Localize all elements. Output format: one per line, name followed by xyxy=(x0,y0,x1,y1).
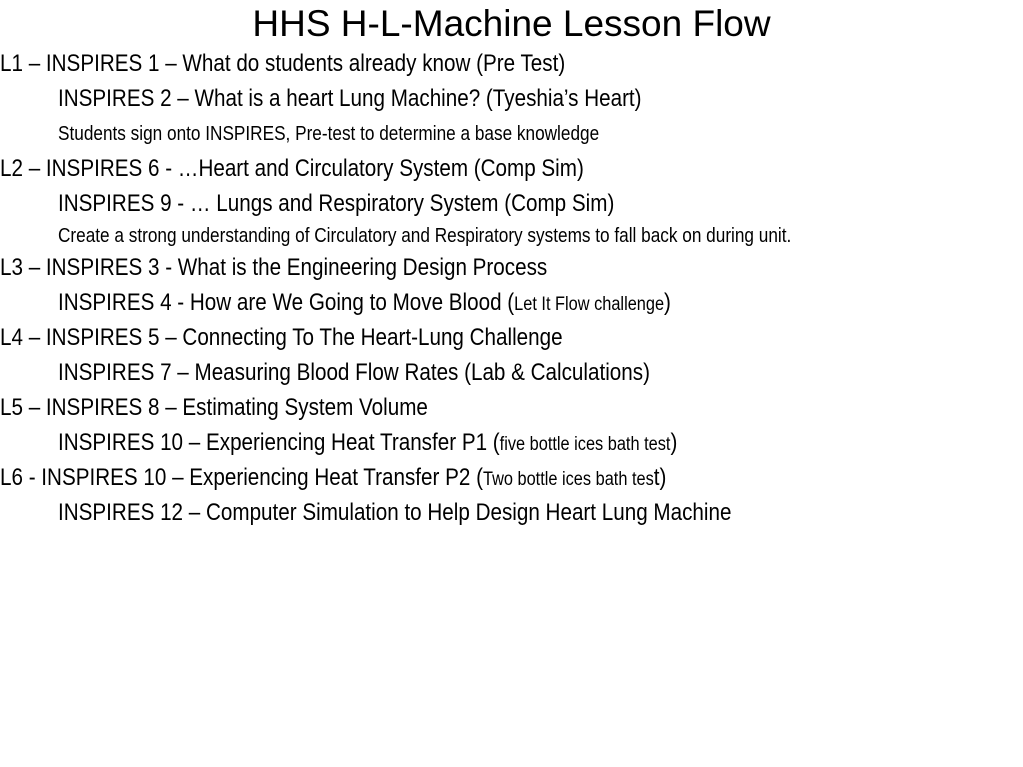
lesson-6-line-main: L6 - INSPIRES 10 – Experiencing Heat Transfer P2 ( xyxy=(0,464,483,491)
lesson-3-subline xyxy=(58,288,671,320)
lesson-2-line: L2 – INSPIRES 6 - …Heart and Circulatory System (Comp Sim) xyxy=(0,155,584,182)
lesson-6-line-close: t) xyxy=(653,464,667,491)
lesson-3-subline-small: Let It Flow challenge xyxy=(514,294,665,315)
lesson-2-subline: INSPIRES 9 - … Lungs and Respiratory System (Comp Sim) xyxy=(58,190,615,217)
lesson-6-line-small: Two bottle ices bath tes xyxy=(482,469,654,490)
lesson-1-subline: INSPIRES 2 – What is a heart Lung Machine? (Tyeshia’s Heart) xyxy=(58,85,642,112)
lesson-1-line: L1 – INSPIRES 1 – What do students already know (Pre Test) xyxy=(0,50,566,77)
lesson-6-line xyxy=(0,463,666,495)
lesson-3-subline-main: INSPIRES 4 - How are We Going to Move Blood ( xyxy=(58,289,515,316)
lesson-5-line: L5 – INSPIRES 8 – Estimating System Volume xyxy=(0,394,428,421)
lesson-5-subline-main: INSPIRES 10 – Experiencing Heat Transfer P1 ( xyxy=(58,429,500,456)
slide-title: HHS H-L-Machine Lesson Flow xyxy=(252,3,771,44)
lesson-1-note: Students sign onto INSPIRES, Pre-test to determine a base knowledge xyxy=(58,123,600,145)
lesson-4-line: L4 – INSPIRES 5 – Connecting To The Heart-Lung Challenge xyxy=(0,324,563,351)
lesson-2-note: Create a strong understanding of Circulatory and Respiratory systems to fall back on during unit. xyxy=(58,225,792,247)
lesson-3-subline-close: ) xyxy=(664,289,671,316)
lesson-3-line: L3 – INSPIRES 3 - What is the Engineering Design Process xyxy=(0,254,548,281)
lesson-5-subline-small: five bottle ices bath test xyxy=(499,434,671,455)
lesson-6-subline: INSPIRES 12 – Computer Simulation to Help Design Heart Lung Machine xyxy=(58,499,732,526)
lesson-4-subline: INSPIRES 7 – Measuring Blood Flow Rates (Lab & Calculations) xyxy=(58,359,650,386)
lesson-5-subline xyxy=(58,428,677,460)
lesson-5-subline-close: ) xyxy=(670,429,678,456)
